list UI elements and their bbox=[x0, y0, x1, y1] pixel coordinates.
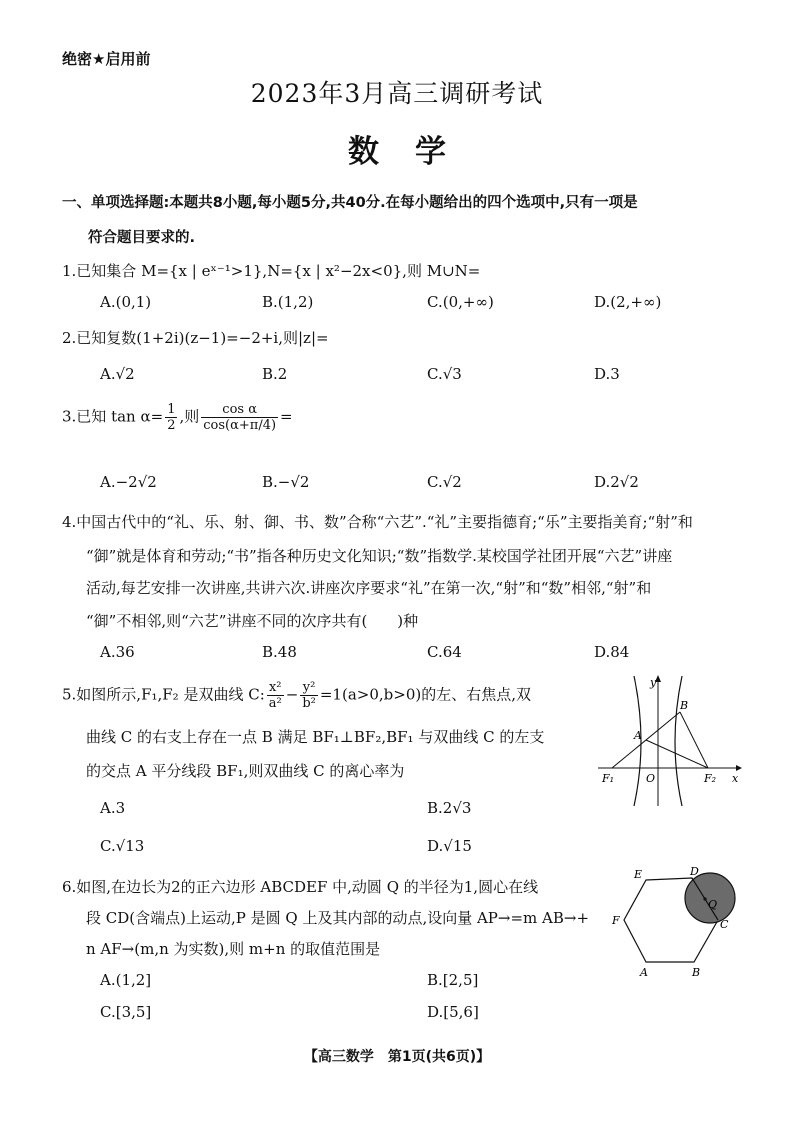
q3-option-a: A.−2√2 bbox=[100, 473, 157, 491]
q1-option-d: D.(2,+∞) bbox=[594, 293, 662, 311]
question-5-line-1 bbox=[62, 680, 531, 711]
hyperbola-figure bbox=[596, 672, 744, 808]
q2-option-c: C.√3 bbox=[427, 365, 462, 383]
q3-stem-mid: ,则 bbox=[179, 407, 200, 426]
question-5-line-2: 曲线 C 的右支上存在一点 B 满足 BF₁⊥BF₂,BF₁ 与双曲线 C 的左支 bbox=[86, 728, 545, 746]
q5-option-d: D.√15 bbox=[427, 837, 472, 855]
segment-bf2 bbox=[680, 712, 708, 768]
q4-option-b: B.48 bbox=[262, 643, 297, 661]
label-a: A bbox=[634, 729, 642, 742]
question-1-stem: 1.已知集合 M={x | eˣ⁻¹>1},N={x | x²−2x<0},则 M∪N= bbox=[62, 262, 481, 280]
q3-option-c: C.√2 bbox=[427, 473, 462, 491]
label-f: F bbox=[612, 914, 620, 927]
question-3-stem bbox=[62, 402, 293, 433]
q5-line1-pre: 5.如图所示,F₁,F₂ 是双曲线 C: bbox=[62, 685, 265, 704]
segment-af2 bbox=[646, 740, 708, 768]
q6-option-b: B.[2,5] bbox=[427, 971, 479, 989]
question-5-line-3: 的交点 A 平分线段 BF₁,则双曲线 C 的离心率为 bbox=[86, 762, 405, 780]
label-c: C bbox=[720, 918, 729, 931]
q2-option-b: B.2 bbox=[262, 365, 288, 383]
question-4-line-1: 4.中国古代中的“礼、乐、射、御、书、数”合称“六艺”.“礼”主要指德育;“乐”主要指美育;“射”和 bbox=[62, 513, 693, 531]
q5-fraction-x bbox=[267, 680, 284, 711]
q5-frac-b-num: y² bbox=[300, 680, 318, 696]
section-heading-cont: 符合题目要求的. bbox=[88, 230, 196, 246]
q6-option-a: A.(1,2] bbox=[100, 971, 152, 989]
hyperbola-right-branch bbox=[675, 676, 682, 806]
q3-frac1-num: 1 bbox=[167, 402, 176, 417]
q4-option-d: D.84 bbox=[594, 643, 630, 661]
q5-line1-post: =1(a>0,b>0)的左、右焦点,双 bbox=[319, 685, 531, 704]
q5-option-b: B.2√3 bbox=[427, 799, 472, 817]
q5-frac-b-den: b² bbox=[302, 696, 316, 711]
label-e: E bbox=[634, 868, 643, 881]
q5-fraction-y bbox=[300, 680, 318, 711]
question-4-line-3: 活动,每艺安排一次讲座,共讲六次.讲座次序要求“礼”在第一次,“射”和“数”相邻,“射”和 bbox=[86, 579, 652, 597]
q6-option-d: D.[5,6] bbox=[427, 1003, 479, 1021]
q2-option-d: D.3 bbox=[594, 365, 620, 383]
question-4-line-4: “御”不相邻,则“六艺”讲座不同的次序共有( )种 bbox=[86, 612, 419, 630]
exam-title: 2023年3月高三调研考试 bbox=[250, 79, 544, 108]
label-a: A bbox=[640, 966, 648, 979]
subject-title: 数学 bbox=[348, 134, 482, 170]
question-6-line-1: 6.如图,在边长为2的正六边形 ABCDEF 中,动圆 Q 的半径为1,圆心在线 bbox=[62, 878, 539, 896]
q4-option-c: C.64 bbox=[427, 643, 462, 661]
section-heading: 一、单项选择题:本题共8小题,每小题5分,共40分.在每小题给出的四个选项中,只有一项是 bbox=[62, 195, 638, 211]
label-f2: F₂ bbox=[704, 772, 717, 785]
question-4-line-2: “御”就是体育和劳动;“书”指各种历史文化知识;“数”指数学.某校国学社团开展“六艺”讲座 bbox=[86, 547, 673, 565]
question-6-line-3: n AF→(m,n 为实数),则 m+n 的取值范围是 bbox=[86, 940, 381, 958]
q3-frac1-den: 2 bbox=[167, 418, 176, 433]
q3-option-b: B.−√2 bbox=[262, 473, 310, 491]
label-x: x bbox=[732, 772, 739, 785]
q3-frac2-num: cos α bbox=[201, 402, 278, 418]
q3-fraction-2 bbox=[201, 402, 278, 433]
label-y: y bbox=[650, 676, 657, 689]
question-2-stem: 2.已知复数(1+2i)(z−1)=−2+i,则|z|= bbox=[62, 329, 329, 347]
label-b: B bbox=[692, 966, 701, 979]
x-axis-arrow bbox=[736, 765, 742, 771]
q1-option-b: B.(1,2) bbox=[262, 293, 314, 311]
q5-minus: − bbox=[285, 685, 299, 704]
center-q bbox=[703, 897, 706, 900]
page-footer: 【高三数学 第1页(共6页)】 bbox=[303, 1049, 491, 1065]
hexagon-figure bbox=[606, 864, 746, 980]
label-f1: F₁ bbox=[602, 772, 615, 785]
q3-option-d: D.2√2 bbox=[594, 473, 639, 491]
q3-stem-pre: 3.已知 tan α= bbox=[62, 407, 164, 426]
q3-fraction-1 bbox=[165, 402, 177, 433]
label-q: Q bbox=[708, 898, 718, 911]
q5-option-a: A.3 bbox=[100, 799, 126, 817]
label-d: D bbox=[690, 865, 699, 878]
q3-stem-post: = bbox=[280, 407, 293, 426]
q5-option-c: C.√13 bbox=[100, 837, 145, 855]
label-b: B bbox=[680, 699, 689, 712]
q4-option-a: A.36 bbox=[100, 643, 135, 661]
label-o: O bbox=[646, 772, 656, 785]
question-6-line-2: 段 CD(含端点)上运动,P 是圆 Q 上及其内部的动点,设向量 AP→=m AB→+ bbox=[86, 909, 590, 927]
q5-frac-a-num: x² bbox=[267, 680, 284, 696]
q1-option-c: C.(0,+∞) bbox=[427, 293, 494, 311]
q3-frac2-den: cos(α+π/4) bbox=[203, 418, 277, 433]
q1-option-a: A.(0,1) bbox=[100, 293, 152, 311]
q2-option-a: A.√2 bbox=[100, 365, 135, 383]
q6-option-c: C.[3,5] bbox=[100, 1003, 152, 1021]
q5-frac-a-den: a² bbox=[268, 696, 282, 711]
confidential-label: 绝密★启用前 bbox=[62, 50, 151, 68]
